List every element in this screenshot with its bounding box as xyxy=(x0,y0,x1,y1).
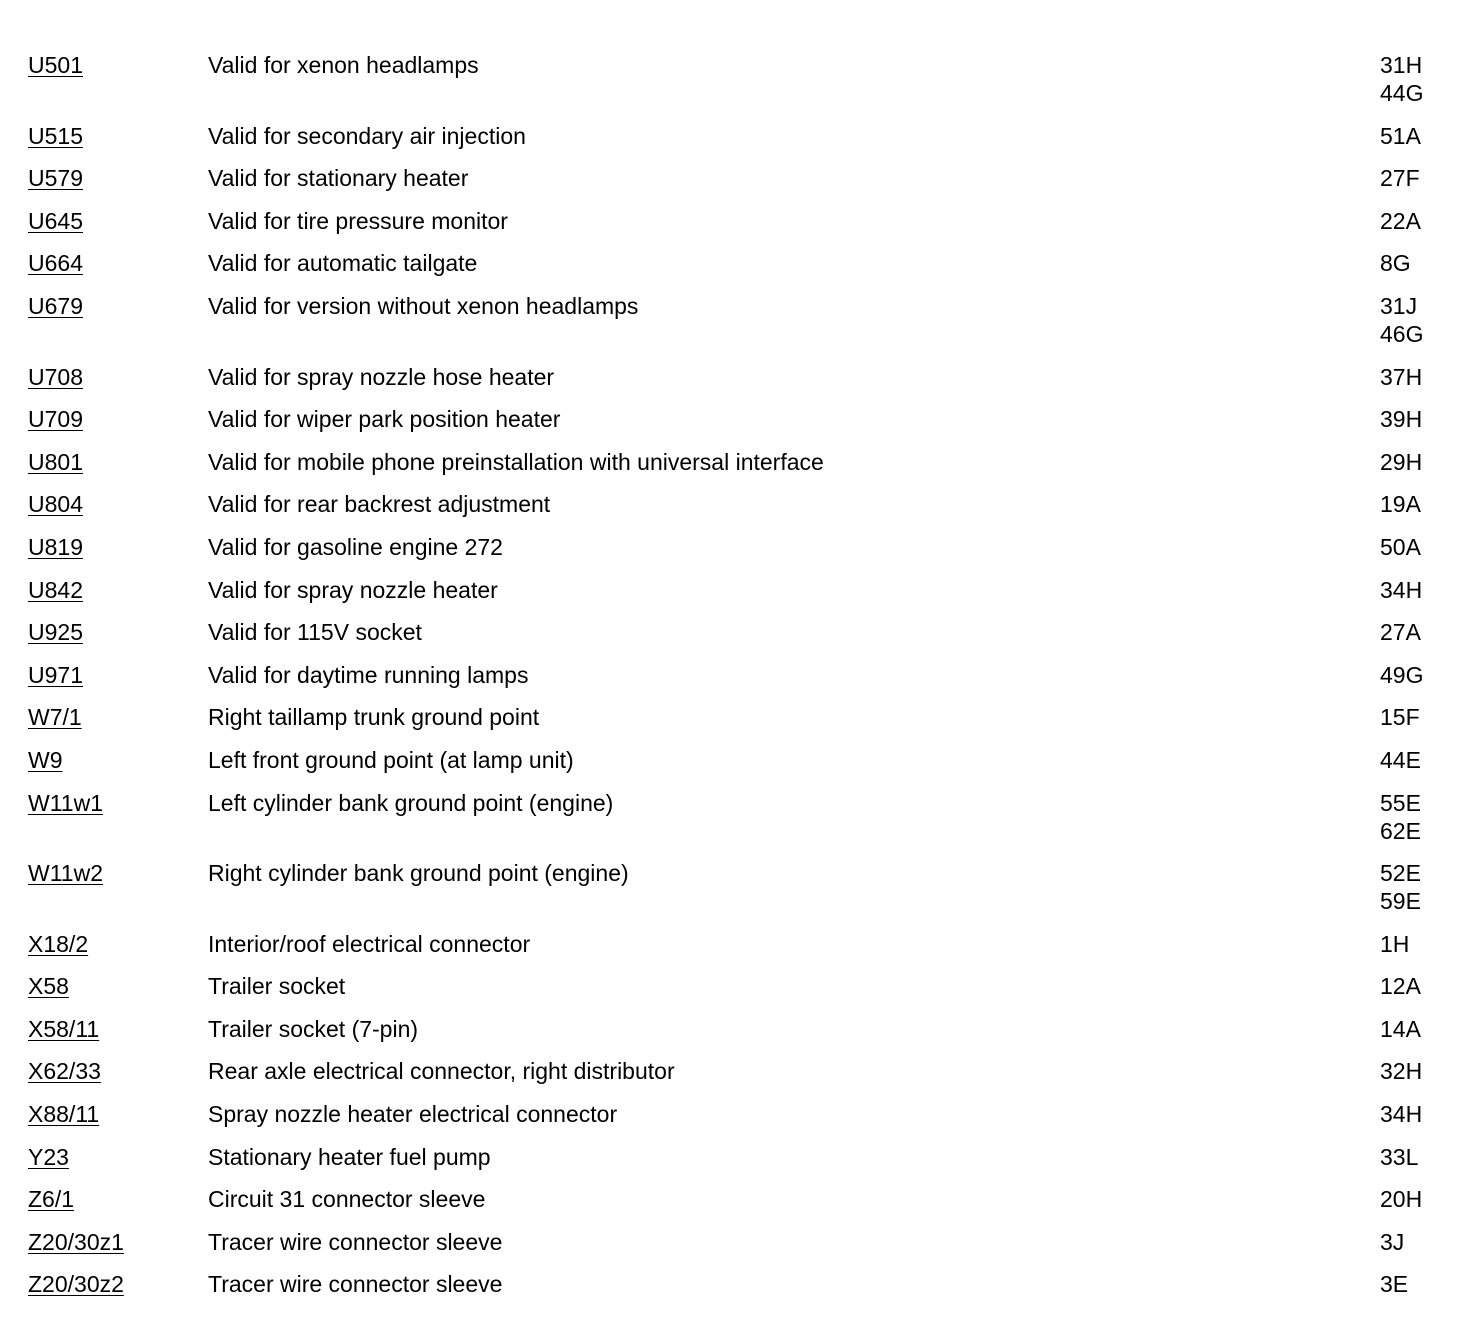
legend-row xyxy=(28,618,1448,646)
component-description: Valid for gasoline engine 272 xyxy=(208,533,503,560)
grid-references xyxy=(1380,703,1448,731)
grid-reference: 31H xyxy=(1380,52,1423,78)
grid-references xyxy=(1380,1100,1448,1128)
component-code-link[interactable]: W11w2 xyxy=(28,860,103,887)
grid-references xyxy=(1380,122,1448,150)
grid-reference: 50A xyxy=(1380,533,1421,560)
grid-reference: 15F xyxy=(1380,704,1420,731)
legend-row xyxy=(28,1015,1448,1043)
component-description: Left cylinder bank ground point (engine) xyxy=(208,789,614,816)
component-code-link[interactable]: X88/11 xyxy=(28,1101,100,1128)
grid-reference: 33L xyxy=(1380,1143,1419,1170)
grid-reference: 29H xyxy=(1380,448,1423,475)
component-code-link[interactable]: W11w1 xyxy=(28,789,103,816)
component-legend-list xyxy=(28,51,1448,1313)
grid-reference: 8G xyxy=(1380,250,1411,277)
component-description: Valid for mobile phone preinstallation with universal interface xyxy=(208,448,824,475)
grid-reference: 39H xyxy=(1380,406,1423,433)
legend-row xyxy=(28,249,1448,277)
legend-row xyxy=(28,1143,1448,1171)
grid-reference: 49G xyxy=(1380,661,1424,688)
grid-reference: 32H xyxy=(1380,1058,1423,1085)
component-description: Left front ground point (at lamp unit) xyxy=(208,746,574,773)
legend-row xyxy=(28,1100,1448,1128)
grid-reference: 46G xyxy=(1380,320,1424,347)
grid-reference: 31J xyxy=(1380,292,1418,319)
grid-reference: 12A xyxy=(1380,973,1421,1000)
component-description: Valid for automatic tailgate xyxy=(208,250,478,277)
component-code-link[interactable]: U971 xyxy=(28,661,83,688)
legend-row xyxy=(28,859,1448,915)
grid-references xyxy=(1380,448,1448,476)
grid-references xyxy=(1380,51,1448,107)
component-description: Trailer socket xyxy=(208,973,346,1000)
grid-reference: 22A xyxy=(1380,207,1421,234)
component-description: Valid for version without xenon headlamps xyxy=(208,292,639,319)
component-description: Stationary heater fuel pump xyxy=(208,1143,491,1170)
component-code-link[interactable]: U842 xyxy=(28,576,83,603)
legend-row xyxy=(28,51,1448,107)
grid-references xyxy=(1380,533,1448,561)
component-code-link[interactable]: U501 xyxy=(28,52,83,78)
component-description: Right taillamp trunk ground point xyxy=(208,704,540,731)
component-code-link[interactable]: U515 xyxy=(28,122,83,149)
legend-row xyxy=(28,1228,1448,1256)
grid-references xyxy=(1380,405,1448,433)
grid-reference: 55E xyxy=(1380,789,1421,816)
component-code-link[interactable]: W9 xyxy=(28,746,63,773)
legend-row xyxy=(28,405,1448,433)
legend-row xyxy=(28,576,1448,604)
legend-row xyxy=(28,930,1448,958)
legend-row xyxy=(28,363,1448,391)
component-description: Tracer wire connector sleeve xyxy=(208,1228,503,1255)
component-description: Valid for spray nozzle heater xyxy=(208,576,498,603)
grid-reference: 3E xyxy=(1380,1271,1409,1298)
grid-references xyxy=(1380,576,1448,604)
component-code-link[interactable]: X58/11 xyxy=(28,1015,100,1042)
grid-reference: 62E xyxy=(1380,817,1421,844)
component-code-link[interactable]: U579 xyxy=(28,165,83,192)
grid-references xyxy=(1380,789,1448,845)
component-description: Valid for stationary heater xyxy=(208,165,469,192)
grid-reference: 14A xyxy=(1380,1015,1421,1042)
component-code-link[interactable]: Z6/1 xyxy=(28,1186,75,1213)
grid-references xyxy=(1380,1228,1448,1256)
component-description: Spray nozzle heater electrical connector xyxy=(208,1101,618,1128)
legend-row xyxy=(28,1185,1448,1213)
component-code-link[interactable]: Y23 xyxy=(28,1143,69,1170)
component-description: Interior/roof electrical connector xyxy=(208,930,531,957)
legend-row xyxy=(28,661,1448,689)
grid-references xyxy=(1380,930,1448,958)
grid-references xyxy=(1380,661,1448,689)
grid-reference: 37H xyxy=(1380,363,1423,390)
legend-row xyxy=(28,1270,1448,1298)
grid-references xyxy=(1380,1143,1448,1171)
component-code-link[interactable]: U819 xyxy=(28,533,83,560)
component-code-link[interactable]: U801 xyxy=(28,448,83,475)
grid-reference: 34H xyxy=(1380,1101,1423,1128)
component-description: Valid for xenon headlamps xyxy=(208,52,479,78)
legend-row xyxy=(28,972,1448,1000)
component-code-link[interactable]: Z20/30z1 xyxy=(28,1228,124,1255)
grid-reference: 19A xyxy=(1380,491,1421,518)
legend-row xyxy=(28,1057,1448,1085)
grid-reference: 52E xyxy=(1380,860,1421,887)
component-description: Valid for 115V socket xyxy=(208,619,422,646)
component-description: Circuit 31 connector sleeve xyxy=(208,1186,486,1213)
grid-references xyxy=(1380,490,1448,518)
legend-row xyxy=(28,448,1448,476)
legend-row xyxy=(28,207,1448,235)
legend-row xyxy=(28,490,1448,518)
component-description: Right cylinder bank ground point (engine) xyxy=(208,860,629,887)
grid-references xyxy=(1380,859,1448,915)
grid-reference: 27A xyxy=(1380,619,1421,646)
legend-row xyxy=(28,703,1448,731)
grid-reference: 3J xyxy=(1380,1228,1405,1255)
grid-references xyxy=(1380,363,1448,391)
grid-references xyxy=(1380,1185,1448,1213)
component-description: Valid for secondary air injection xyxy=(208,122,526,149)
grid-reference: 44G xyxy=(1380,80,1424,106)
component-code-link[interactable]: U804 xyxy=(28,491,83,518)
component-description: Valid for spray nozzle hose heater xyxy=(208,363,555,390)
component-code-link[interactable]: U925 xyxy=(28,619,83,646)
grid-reference: 59E xyxy=(1380,888,1421,915)
grid-reference: 44E xyxy=(1380,746,1421,773)
grid-reference: 51A xyxy=(1380,122,1421,149)
component-description: Rear axle electrical connector, right distributor xyxy=(208,1058,675,1085)
component-code-link[interactable]: U679 xyxy=(28,292,83,319)
component-code-link[interactable]: X58 xyxy=(28,973,69,1000)
grid-reference: 20H xyxy=(1380,1186,1423,1213)
component-code-link[interactable]: U709 xyxy=(28,406,83,433)
grid-references xyxy=(1380,207,1448,235)
legend-row xyxy=(28,292,1448,348)
grid-references xyxy=(1380,1270,1448,1298)
component-code-link[interactable]: U708 xyxy=(28,363,83,390)
legend-row xyxy=(28,164,1448,192)
component-code-link[interactable]: X18/2 xyxy=(28,930,89,957)
grid-references xyxy=(1380,618,1448,646)
legend-row xyxy=(28,533,1448,561)
component-code-link[interactable]: U664 xyxy=(28,250,83,277)
grid-reference: 1H xyxy=(1380,930,1410,957)
component-code-link[interactable]: X62/33 xyxy=(28,1058,101,1085)
component-description: Valid for wiper park position heater xyxy=(208,406,561,433)
grid-references xyxy=(1380,292,1448,348)
grid-references xyxy=(1380,1015,1448,1043)
grid-references xyxy=(1380,249,1448,277)
grid-references xyxy=(1380,1057,1448,1085)
component-description: Valid for rear backrest adjustment xyxy=(208,491,551,518)
component-code-link[interactable]: Z20/30z2 xyxy=(28,1271,124,1298)
legend-row xyxy=(28,789,1448,845)
grid-references xyxy=(1380,746,1448,774)
grid-reference: 27F xyxy=(1380,165,1420,192)
component-code-link[interactable]: W7/1 xyxy=(28,704,82,731)
legend-row xyxy=(28,122,1448,150)
component-description: Valid for daytime running lamps xyxy=(208,661,529,688)
grid-references xyxy=(1380,972,1448,1000)
component-description: Valid for tire pressure monitor xyxy=(208,207,508,234)
component-description: Tracer wire connector sleeve xyxy=(208,1271,503,1298)
grid-references xyxy=(1380,164,1448,192)
grid-reference: 34H xyxy=(1380,576,1423,603)
legend-row xyxy=(28,746,1448,774)
component-code-link[interactable]: U645 xyxy=(28,207,83,234)
component-description: Trailer socket (7-pin) xyxy=(208,1015,419,1042)
